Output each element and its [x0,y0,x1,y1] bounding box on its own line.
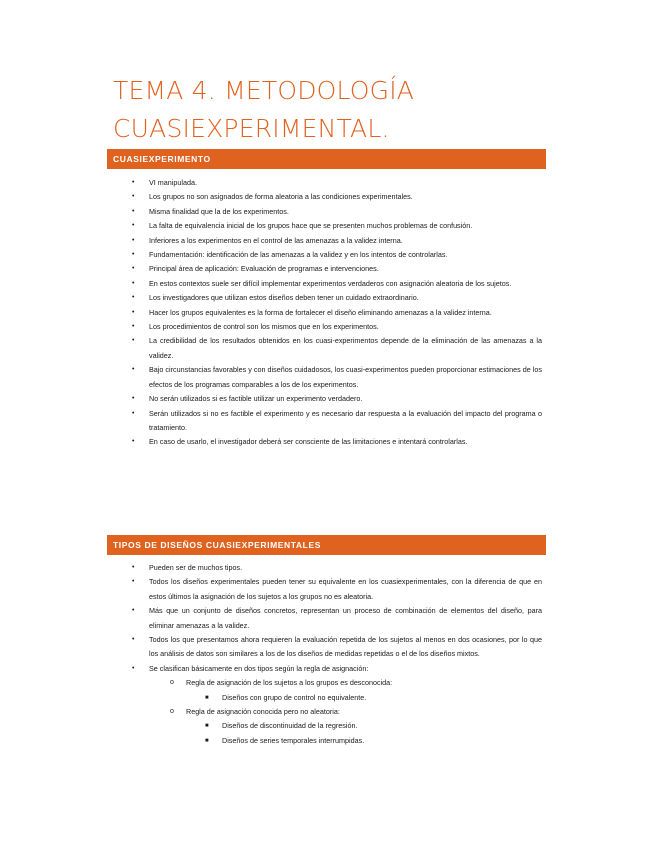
bullet-icon: • [132,207,135,215]
list-item: • Misma finalidad que la de los experimentos. [0,205,542,219]
list-item: • No serán utilizados si es factible utilizar un experimento verdadero. [0,392,542,406]
bullet-icon: • [132,179,135,186]
bullet-icon: • [132,279,135,287]
square-bullet-icon: ■ [205,737,209,744]
list-item: • Los investigadores que utilizan estos diseños deben tener un cuidado extraordinario. [0,291,542,305]
list-item: • VI manipulada. [0,176,542,190]
list-item: • Se clasifican básicamente en dos tipos según la regla de asignación: [0,662,542,676]
bullet-icon: • [132,323,135,331]
list-item: • La falta de equivalencia inicial de los grupos hace que se presenten muchos problemas de confusión. [0,219,542,233]
list-item: • Hacer los grupos equivalentes es la forma de fortalecer el diseño eliminando amenazas a la validez interna. [0,306,542,320]
bullet-icon: • [132,308,135,316]
bullet-icon: • [132,366,135,374]
list-item: • Los grupos no son asignados de forma aleatoria a las condiciones experimentales. [0,190,542,204]
bullet-icon: • [132,578,135,586]
bullet-icon: • [132,294,135,302]
sub-sub-list-item: ■ Diseños de discontinuidad de la regresión. [0,719,542,733]
square-bullet-icon: ■ [205,694,209,701]
sub-sub-list-item: ■ Diseños de series temporales interrumpidas. [0,734,542,748]
page-title [113,72,593,148]
list-item: • Bajo circunstancias favorables y con diseños cuidadosos, los cuasi-experimentos pueden proporcionar estimaciones de los efectos de los programas comparables a los de los experimentos. [132,365,542,389]
circle-bullet-icon: o [170,679,174,687]
list-item: • En estos contextos suele ser difícil implementar experimentos verdaderos con asignación aleatoria de los sujetos. [0,277,542,291]
list-item: • Serán utilizados si no es factible el experimento y es necesario dar respuesta a la evaluación del impacto del programa o tratamiento. [132,408,542,432]
bullet-icon: • [132,337,135,345]
section-heading-tipos-de-disenos: TIPOS DE DISEÑOS CUASIEXPERIMENTALES [107,535,546,555]
bullet-icon: • [132,395,135,403]
bullet-icon: • [132,265,135,273]
list-item: • La credibilidad de los resultados obtenidos en los cuasi-experimentos depende de la eliminación de las amenazas a la validez. [132,336,542,360]
bullet-icon: • [132,193,135,201]
bullet-icon: • [132,636,135,644]
bullet-icon: • [132,409,135,417]
bullet-icon: • [132,664,135,672]
list-item: • Todos los que presentamos ahora requieren la evaluación repetida de los sujetos al menos en dos ocasiones, por lo que los análisis de datos son similares a los de los diseños de medidas repetidas o el de los diseños mixtos. [132,635,542,659]
sub-list-item: o Regla de asignación de los sujetos a los grupos es desconocida: [0,676,542,690]
section-heading-cuasiexperimento: CUASIEXPERIMENTO [107,149,546,169]
section2-list [0,561,655,748]
title-line-2: CUASIEXPERIMENTAL. [113,114,390,143]
list-item: • Fundamentación: identificación de las amenazas a la validez y en los intentos de controlarlas. [0,248,542,262]
list-item: • Los procedimientos de control son los mismos que en los experimentos. [0,320,542,334]
bullet-icon: • [132,222,135,230]
circle-bullet-icon: o [170,708,174,716]
sub-list-item: o Regla de asignación conocida pero no aleatoria: [0,705,542,719]
section1-list [0,176,655,450]
bullet-icon: • [132,438,135,446]
bullet-icon: • [132,564,135,571]
bullet-icon: • [132,607,135,615]
bullet-icon: • [132,251,135,259]
sub-sub-list-item: ■ Diseños con grupo de control no equivalente. [0,691,542,705]
list-item: • Principal área de aplicación: Evaluación de programas e intervenciones. [0,262,542,276]
list-item: • En caso de usarlo, el investigador deberá ser consciente de las limitaciones e intentará controlarlas. [0,435,542,449]
list-item: • Inferiores a los experimentos en el control de las amenazas a la validez interna. [0,234,542,248]
list-item: • Pueden ser de muchos tipos. [0,561,542,575]
square-bullet-icon: ■ [205,723,209,730]
list-item: • Más que un conjunto de diseños concretos, representan un proceso de combinación de elementos del diseño, para eliminar amenazas a la validez. [132,606,542,630]
title-line-1: TEMA 4. METODOLOGÍA [113,76,415,105]
list-item: • Todos los diseños experimentales pueden tener su equivalente en los cuasiexperimentales, con la diferencia de que en estos últimos la asignación de los sujetos a los grupos no es aleatoria. [132,577,542,601]
bullet-icon: • [132,236,135,244]
